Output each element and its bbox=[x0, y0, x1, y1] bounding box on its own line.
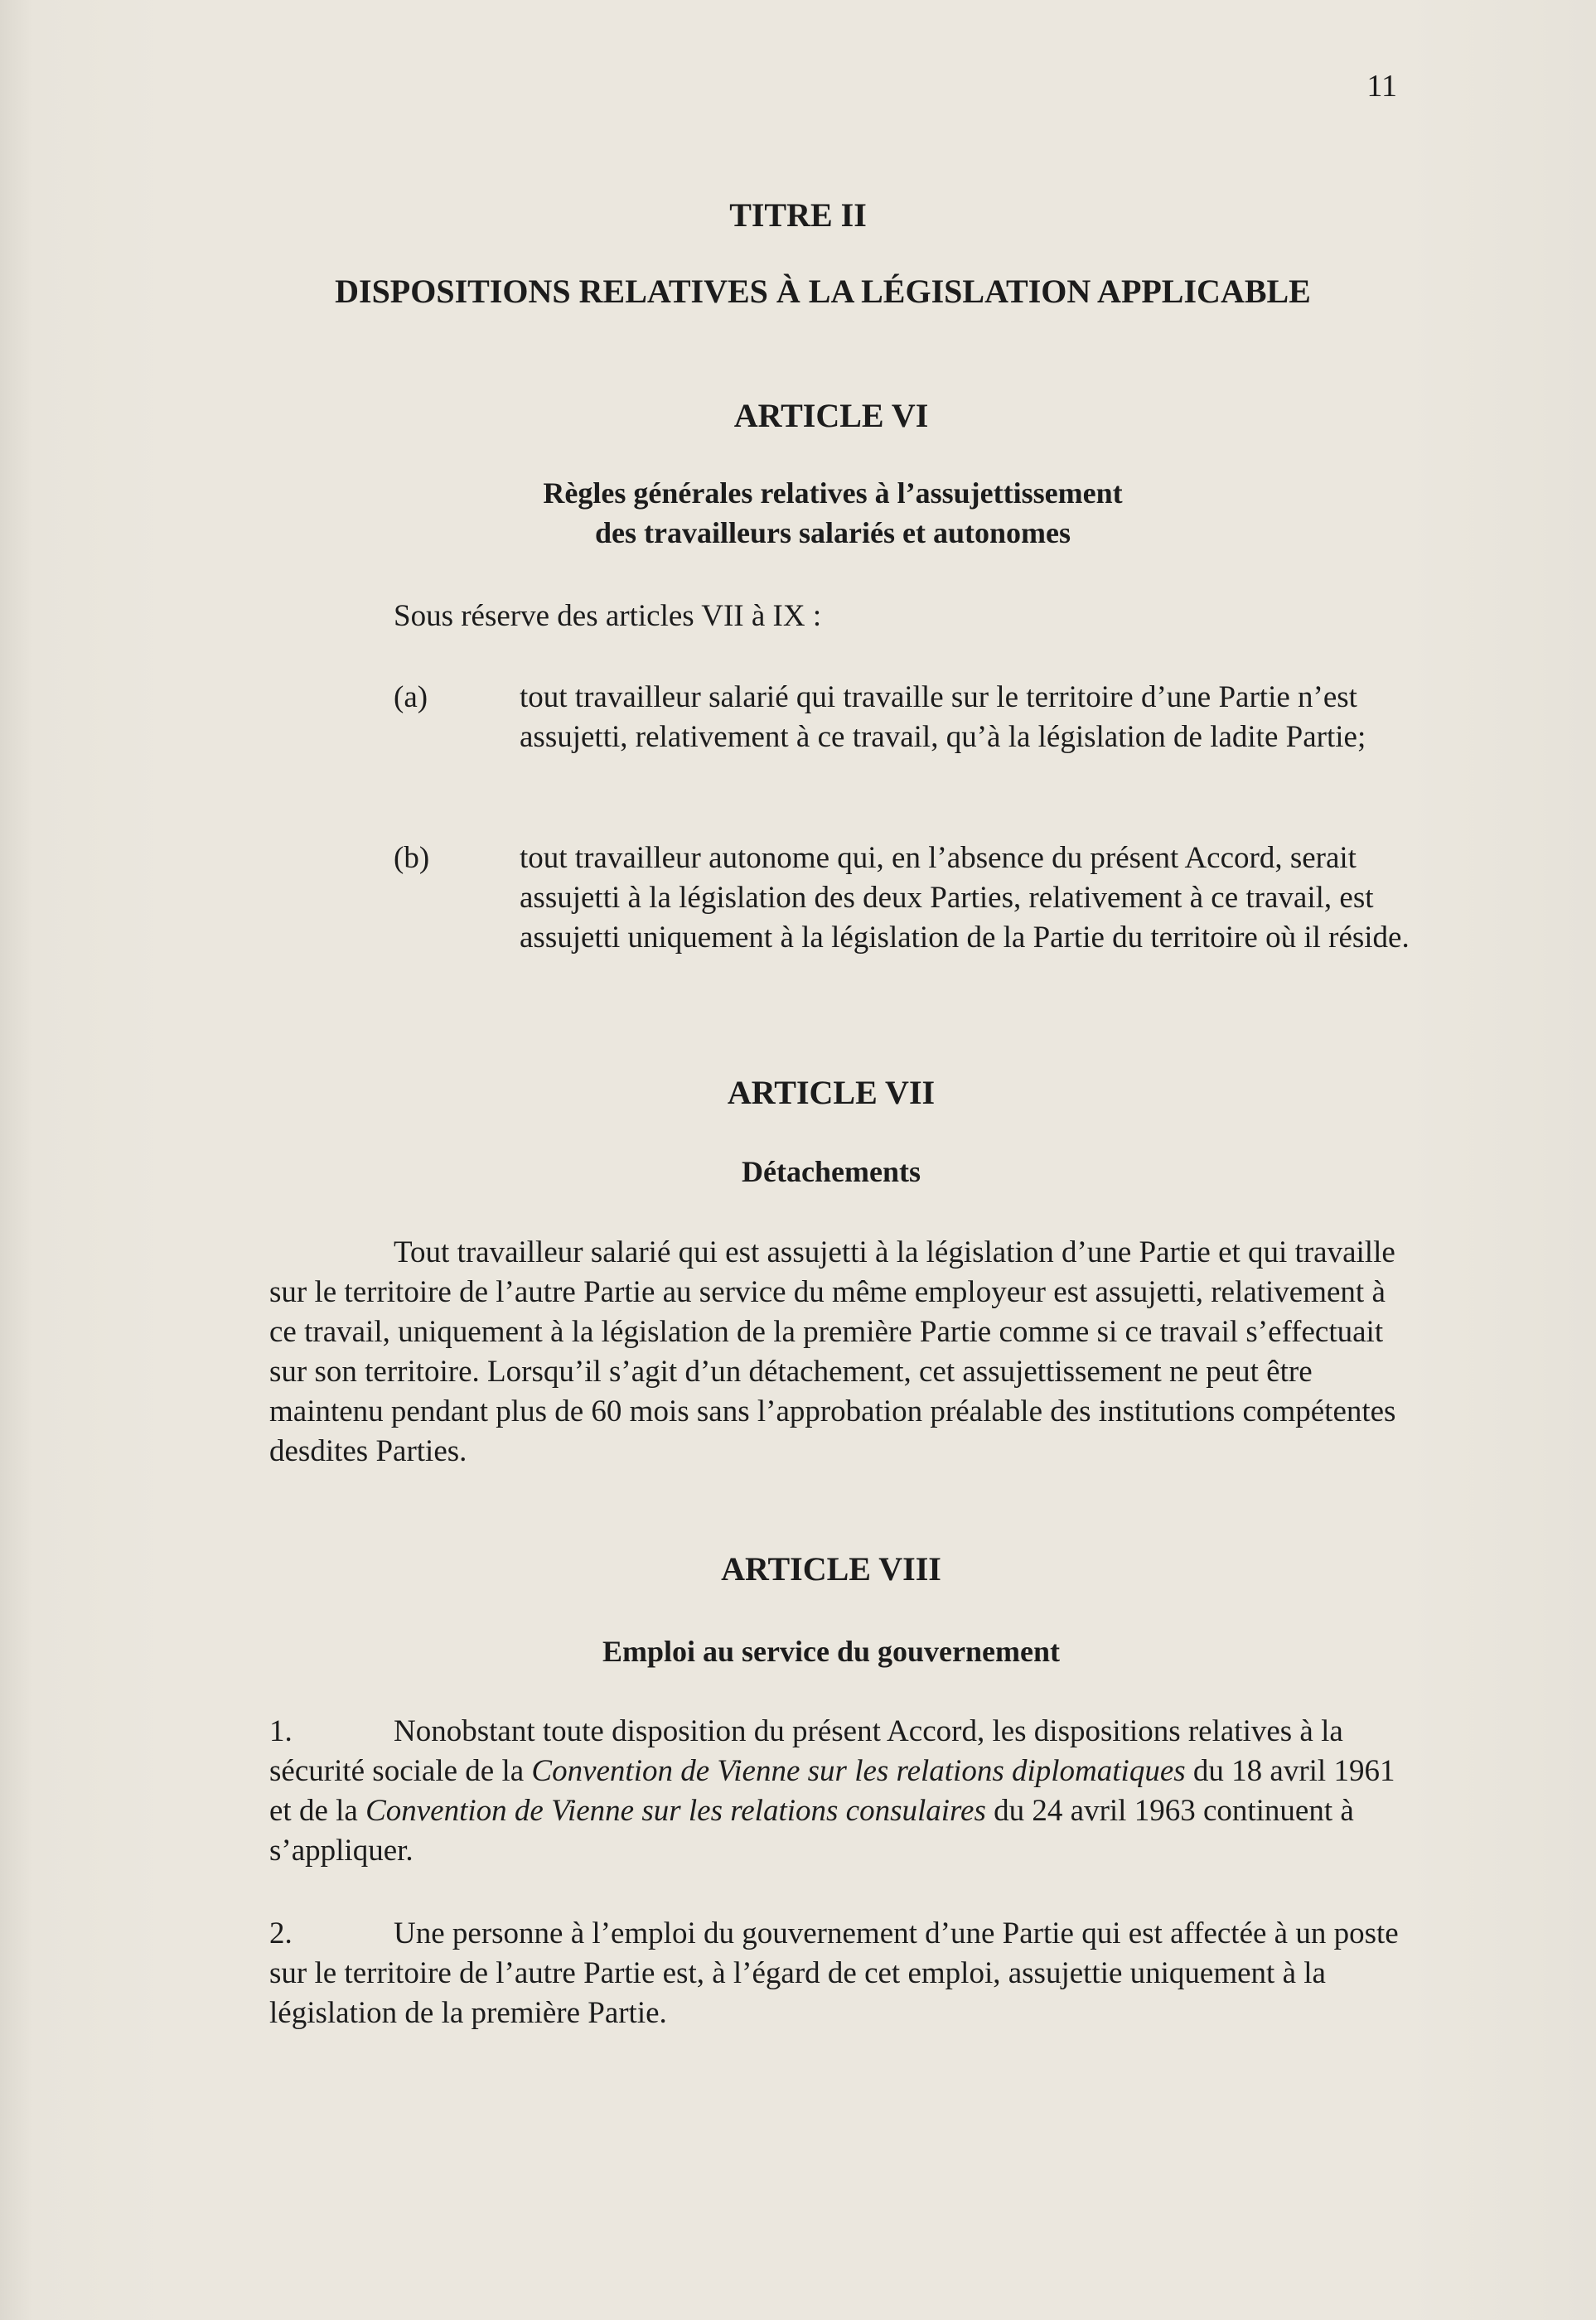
vienna-convention-consular: Convention de Vienne sur les relations consulaires bbox=[365, 1794, 986, 1828]
article-8-paragraph-1 bbox=[269, 1712, 1400, 1871]
article-7-subheading: Détachements bbox=[742, 1155, 921, 1188]
article-6-heading: ARTICLE VI bbox=[733, 397, 929, 434]
article-6-item-a-label: (a) bbox=[394, 680, 428, 714]
article-8-heading: ARTICLE VIII bbox=[721, 1550, 941, 1588]
article-6-item-b-label: (b) bbox=[394, 841, 430, 875]
article-8-paragraph-2 bbox=[269, 1914, 1400, 2033]
article-8-paragraph-2-number: 2. bbox=[269, 1916, 293, 1950]
titre-heading: TITRE II bbox=[729, 196, 867, 234]
article-8-paragraph-1-text-a: Nonobstant toute disposition du présent Accord, les dispositions relatives à la sécurité sociale de la bbox=[269, 1714, 1343, 1788]
article-8-paragraph-1-text-b: du 18 avril 1961 et de la bbox=[269, 1754, 1395, 1828]
titre-subtitle: DISPOSITIONS RELATIVES À LA LÉGISLATION APPLICABLE bbox=[335, 273, 1311, 310]
article-6-intro: Sous réserve des articles VII à IX : bbox=[394, 599, 822, 633]
article-7-paragraph: Tout travailleur salarié qui est assujetti à la législation d’une Partie et qui travaille sur le territoire de l’autre Partie au service du même employeur est assujetti, relativement à ce travail, uniquement à la législation de la première Partie comme si ce travail s’effectuait sur son territoire. Lorsqu’il s’agit d’un détachement, cet assujettissement ne peut être maintenu pendant plus de 60 mois sans l’approbation préalable des institutions compétentes desdites Parties. bbox=[269, 1235, 1396, 1468]
article-7-heading: ARTICLE VII bbox=[727, 1074, 936, 1111]
page-number: 11 bbox=[1366, 69, 1397, 104]
article-6-item-b-text: tout travailleur autonome qui, en l’absence du présent Accord, serait assujetti à la législation des deux Parties, relativement à ce travail, est assujetti uniquement à la législation de la Partie du territoire où il réside. bbox=[520, 841, 1410, 955]
article-8-paragraph-1-text-c: du 24 avril 1963 continuent à s’appliquer. bbox=[269, 1794, 1354, 1868]
article-8-subheading: Emploi au service du gouvernement bbox=[602, 1635, 1060, 1668]
article-6-subheading-line2: des travailleurs salariés et autonomes bbox=[595, 516, 1071, 549]
article-8-paragraph-2-text: Une personne à l’emploi du gouvernement d’une Partie qui est affectée à un poste sur le territoire de l’autre Partie est, à l’égard de cet emploi, assujettie uniquement à la législation de la première Partie. bbox=[269, 1916, 1399, 2030]
article-6-item-a-text: tout travailleur salarié qui travaille sur le territoire d’une Partie n’est assujetti, relativement à ce travail, qu’à la législation de ladite Partie; bbox=[520, 680, 1366, 754]
article-8-paragraph-1-number: 1. bbox=[269, 1714, 293, 1748]
vienna-convention-diplomatic: Convention de Vienne sur les relations diplomatiques bbox=[531, 1754, 1186, 1788]
article-6-subheading-line1: Règles générales relatives à l’assujettissement bbox=[543, 476, 1123, 510]
